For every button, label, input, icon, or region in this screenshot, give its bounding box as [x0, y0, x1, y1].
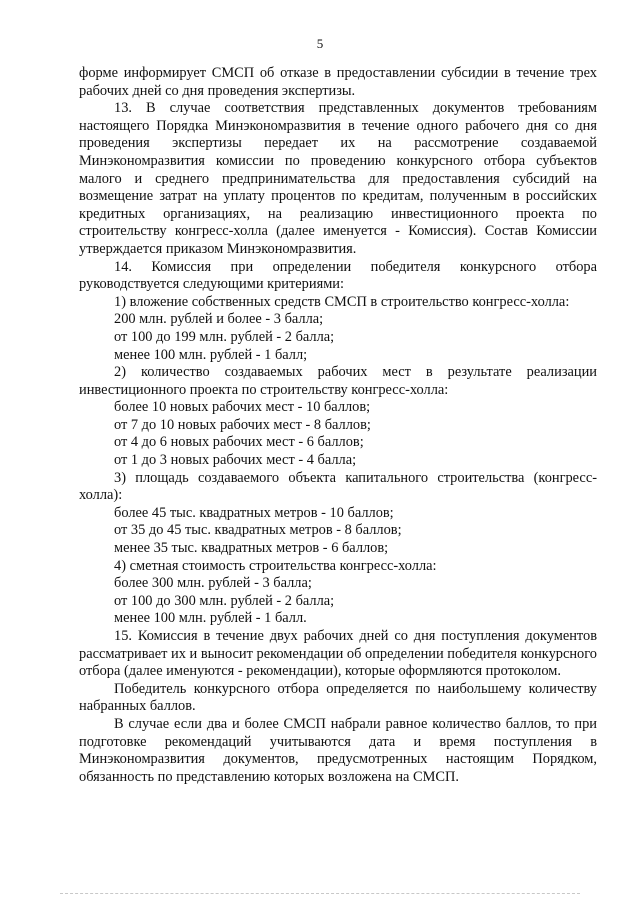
document-body — [79, 65, 597, 786]
criterion-3: 3) площадь создаваемого объекта капитального строительства (конгресс-холла): — [79, 469, 597, 504]
criterion-2-item: от 7 до 10 новых рабочих мест - 8 баллов; — [114, 416, 371, 433]
criterion-1-item: от 100 до 199 млн. рублей - 2 балла; — [114, 328, 335, 345]
criterion-3-item: от 35 до 45 тыс. квадратных метров - 8 баллов; — [114, 522, 402, 539]
criterion-2-item: от 4 до 6 новых рабочих мест - 6 баллов; — [114, 434, 364, 451]
criterion-4-item: менее 100 млн. рублей - 1 балл. — [114, 610, 307, 627]
criterion-3-item: менее 35 тыс. квадратных метров - 6 баллов; — [114, 540, 389, 557]
criterion-1-item: 200 млн. рублей и более - 3 балла; — [114, 311, 324, 328]
paragraph-13: 13. В случае соответствия представленных документов требованиям настоящего Порядка Минэкономразвития в течение одного рабочего дня со дня проведения экспертизы передает их на рассмотрение создаваемой Минэкономразвития комиссии по проведению конкурсного отбора субъектов малого и среднего предпринимательства для предоставления субсидий на возмещение затрат на уплату процентов по кредитам, полученным в российских кредитных организациях, на реализацию инвестиционного проекта по строительству конгресс-холла (далее именуется - Комиссия). Состав Комиссии утверждается приказом Минэкономразвития. — [79, 100, 597, 257]
paragraph-winner: Победитель конкурсного отбора определяется по наибольшему количеству набранных баллов. — [79, 680, 597, 715]
criterion-3-item: более 45 тыс. квадратных метров - 10 баллов; — [114, 504, 394, 521]
paragraph-14: 14. Комиссия при определении победителя конкурсного отбора руководствуется следующими критериями: — [79, 258, 597, 293]
page-bottom-divider — [60, 893, 580, 894]
criterion-4: 4) сметная стоимость строительства конгресс-холла: — [114, 557, 437, 574]
criterion-1: 1) вложение собственных средств СМСП в строительство конгресс-холла: — [114, 293, 570, 310]
paragraph-refusal-notice: форме информирует СМСП об отказе в предоставлении субсидии в течение трех рабочих дней со дня проведения экспертизы. — [79, 65, 597, 99]
criterion-4-item: от 100 до 300 млн. рублей - 2 балла; — [114, 592, 335, 609]
criterion-2-item: от 1 до 3 новых рабочих мест - 4 балла; — [114, 452, 357, 469]
criterion-4-item: более 300 млн. рублей - 3 балла; — [114, 575, 312, 592]
criterion-1-item: менее 100 млн. рублей - 1 балл; — [114, 346, 308, 363]
criterion-2-item: более 10 новых рабочих мест - 10 баллов; — [114, 399, 371, 416]
criterion-2: 2) количество создаваемых рабочих мест в результате реализации инвестиционного проекта по строительству конгресс-холла: — [79, 364, 597, 398]
page-number: 5 — [316, 36, 324, 51]
paragraph-tie-rule: В случае если два и более СМСП набрали равное количество баллов, то при подготовке рекомендаций учитываются дата и время поступления в Минэкономразвития документов, предусмотренных настоящим Порядком, обязанность по представлению которых возложена на СМСП. — [79, 715, 597, 785]
paragraph-15: 15. Комиссия в течение двух рабочих дней со дня поступления документов рассматривает их и выносит рекомендации об определении победителя конкурсного отбора (далее именуются - рекомендации), которые оформляются протоколом. — [79, 628, 597, 680]
